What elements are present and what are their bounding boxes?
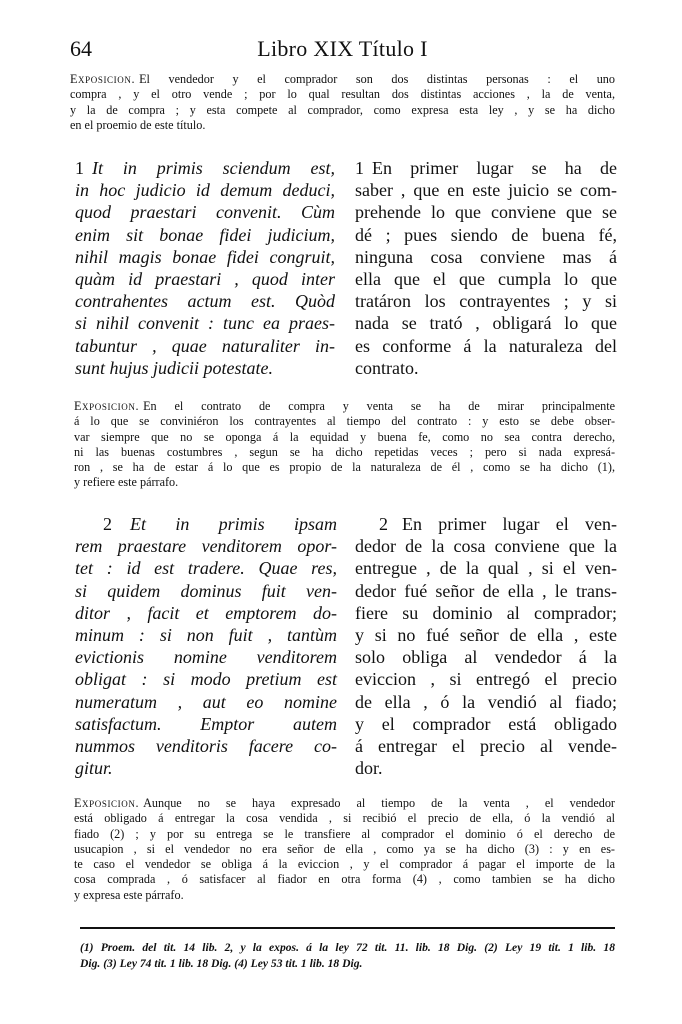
section-number: 1 <box>355 158 364 178</box>
section-number: 1 <box>75 158 84 178</box>
section-number: 2 <box>103 514 112 534</box>
latin-line: enim sit bonae fidei judicium, <box>75 224 335 245</box>
spanish-line: eviccion , si entregó el precio <box>355 669 617 690</box>
footnote-line: (1) Proem. del tit. 14 lib. 2, y la expos. á la ley 72 tit. 11. lib. 18 Dig. (2) Ley 19 tit. 1 lib. 18 <box>80 941 615 954</box>
page-number: 64 <box>70 36 92 61</box>
spanish-line: es conforme á la naturaleza del <box>355 335 617 356</box>
exposicion-line: compra , y el otro vende ; por lo qual resultan dos distintas acciones , la de venta, <box>70 87 615 102</box>
latin-line: satisfactum. Emptor autem <box>75 713 337 734</box>
spanish-line: dedor de la cosa conviene que la <box>355 536 617 557</box>
exposicion-line: en el proemio de este título. <box>70 117 206 132</box>
latin-line: si nihil convenit : tunc ea praes- <box>75 313 335 334</box>
exposicion-line: Exposicion. Aunque no se haya expresado al tiempo de la venta , el vendedor <box>74 796 615 810</box>
latin-line: tet : id est tradere. Quae res, <box>75 558 337 579</box>
exposicion-label: Exposicion. <box>74 399 140 413</box>
latin-line: tabuntur , quae naturaliter in- <box>75 335 335 356</box>
latin-text-section-2 <box>75 513 337 779</box>
latin-line: si quidem dominus fuit ven- <box>75 580 337 601</box>
latin-line: numeratum , aut eo nomine <box>75 691 337 712</box>
spanish-line: tratáron los contrayentes ; y si <box>355 291 617 312</box>
spanish-line: dé ; pues siendo de buena fé, <box>355 224 617 245</box>
spanish-line: saber , que en este juicio se com- <box>355 180 617 201</box>
spanish-line: ninguna cosa conviene mas á <box>355 246 617 267</box>
latin-line: rem praestare venditorem opor- <box>75 536 337 557</box>
latin-line: obligat : si modo pretium est <box>75 669 337 690</box>
exposicion-line: cosa comprada , ó satisfacer al fiador en otra forma (4) , como tambien se ha dicho <box>74 872 615 887</box>
latin-line: quod praestari convenit. Cùm <box>75 202 335 223</box>
spanish-text-section-2 <box>355 513 617 779</box>
spanish-line: dor. <box>355 758 383 779</box>
spanish-line: y el comprador está obligado <box>355 713 617 734</box>
exposicion-3 <box>74 796 615 903</box>
spanish-line: de ella , ó la vendió al fiado; <box>355 691 617 712</box>
spanish-line: á entregar el precio al vende- <box>355 736 617 757</box>
spanish-line: solo obliga al vendedor á la <box>355 647 617 668</box>
page-header <box>70 36 615 66</box>
spanish-text-section-1 <box>355 157 617 379</box>
exposicion-label: Exposicion. <box>74 796 140 810</box>
footnote-line: Dig. (3) Ley 74 tit. 1 lib. 18 Dig. (4) Ley 53 tit. 1 lib. 18 Dig. <box>80 956 363 970</box>
spanish-line: entregue , de la qual , si el ven- <box>355 558 617 579</box>
footnotes <box>80 940 615 971</box>
spanish-line: y si no fué señor de ella , este <box>355 625 617 646</box>
exposicion-line: á lo que se conviniéron los contrayentes al tiempo del contrato : y esto se debe obser- <box>74 414 615 429</box>
latin-line: nihil magis bonae fidei congruit, <box>75 246 335 267</box>
latin-line: quàm id praestari , quod inter <box>75 269 335 290</box>
latin-line: 2 Et in primis ipsam <box>103 514 337 534</box>
latin-line: contrahentes actum est. Quòd <box>75 291 335 312</box>
exposicion-line: Exposicion. En el contrato de compra y venta se ha de mirar principalmente <box>74 399 615 413</box>
exposicion-line: ni las buenas costumbres , segun se ha dicho repetidas veces ; pero si nada expresá- <box>74 444 615 459</box>
latin-text-section-1 <box>75 157 335 379</box>
spanish-line: prehende lo que conviene que se <box>355 202 617 223</box>
latin-line: 1 It in primis sciendum est, <box>75 158 335 178</box>
spanish-line: nada se trató , obligará lo que <box>355 313 617 334</box>
exposicion-line: var siempre que no se oponga á la equidad y buena fe, como no sea contra derecho, <box>74 429 615 444</box>
spanish-line: fiere su dominio al comprador; <box>355 602 617 623</box>
exposicion-line: ron , se ha de estar á lo que es propio de la naturaleza de él , como se ha dicho (1), <box>74 460 615 475</box>
spanish-line: 1 En primer lugar se ha de <box>355 158 617 178</box>
exposicion-line: Exposicion. El vendedor y el comprador son dos distintas personas : el uno <box>70 72 615 86</box>
latin-line: minum : si non fuit , tantùm <box>75 625 337 646</box>
exposicion-line: y expresa este párrafo. <box>74 887 184 902</box>
exposicion-2 <box>74 399 615 491</box>
exposicion-line: te caso el vendedor se obliga á la eviccion , y el comprador á pagar el importe de la <box>74 857 615 872</box>
running-head: Libro XIX Título I <box>257 36 428 61</box>
latin-line: gitur. <box>75 758 113 779</box>
section-number: 2 <box>379 514 388 534</box>
latin-line: sunt hujus judicii potestate. <box>75 357 273 378</box>
exposicion-line: usucapion , si el vendedor no era señor de ella , como ya se ha dicho (3) : y en es- <box>74 841 615 856</box>
latin-line: in hoc judicio id demum deduci, <box>75 180 335 201</box>
latin-line: nummos venditoris facere co- <box>75 736 337 757</box>
spanish-line: contrato. <box>355 357 419 378</box>
exposicion-1 <box>70 72 615 133</box>
exposicion-label: Exposicion. <box>70 72 136 86</box>
exposicion-line: fiado (2) ; y por su entrega se le transfiere al comprador el dominio ó el derecho de <box>74 826 615 841</box>
spanish-line: 2 En primer lugar el ven- <box>379 514 617 534</box>
latin-line: ditor , facit et emptorem do- <box>75 602 337 623</box>
exposicion-line: está obligado á entregar la cosa vendida , si recibió el precio de ella, ó la vendió al <box>74 811 615 826</box>
spanish-line: ella que el que cumpla lo que <box>355 269 617 290</box>
spanish-line: dedor fué señor de ella , le trans- <box>355 580 617 601</box>
latin-line: evictionis nomine venditorem <box>75 647 337 668</box>
footnote-divider <box>80 927 615 929</box>
exposicion-line: y refiere este párrafo. <box>74 475 179 490</box>
exposicion-line: y la de compra ; y esta compete al comprador, como expresa esta ley , y se ha dicho <box>70 102 615 117</box>
